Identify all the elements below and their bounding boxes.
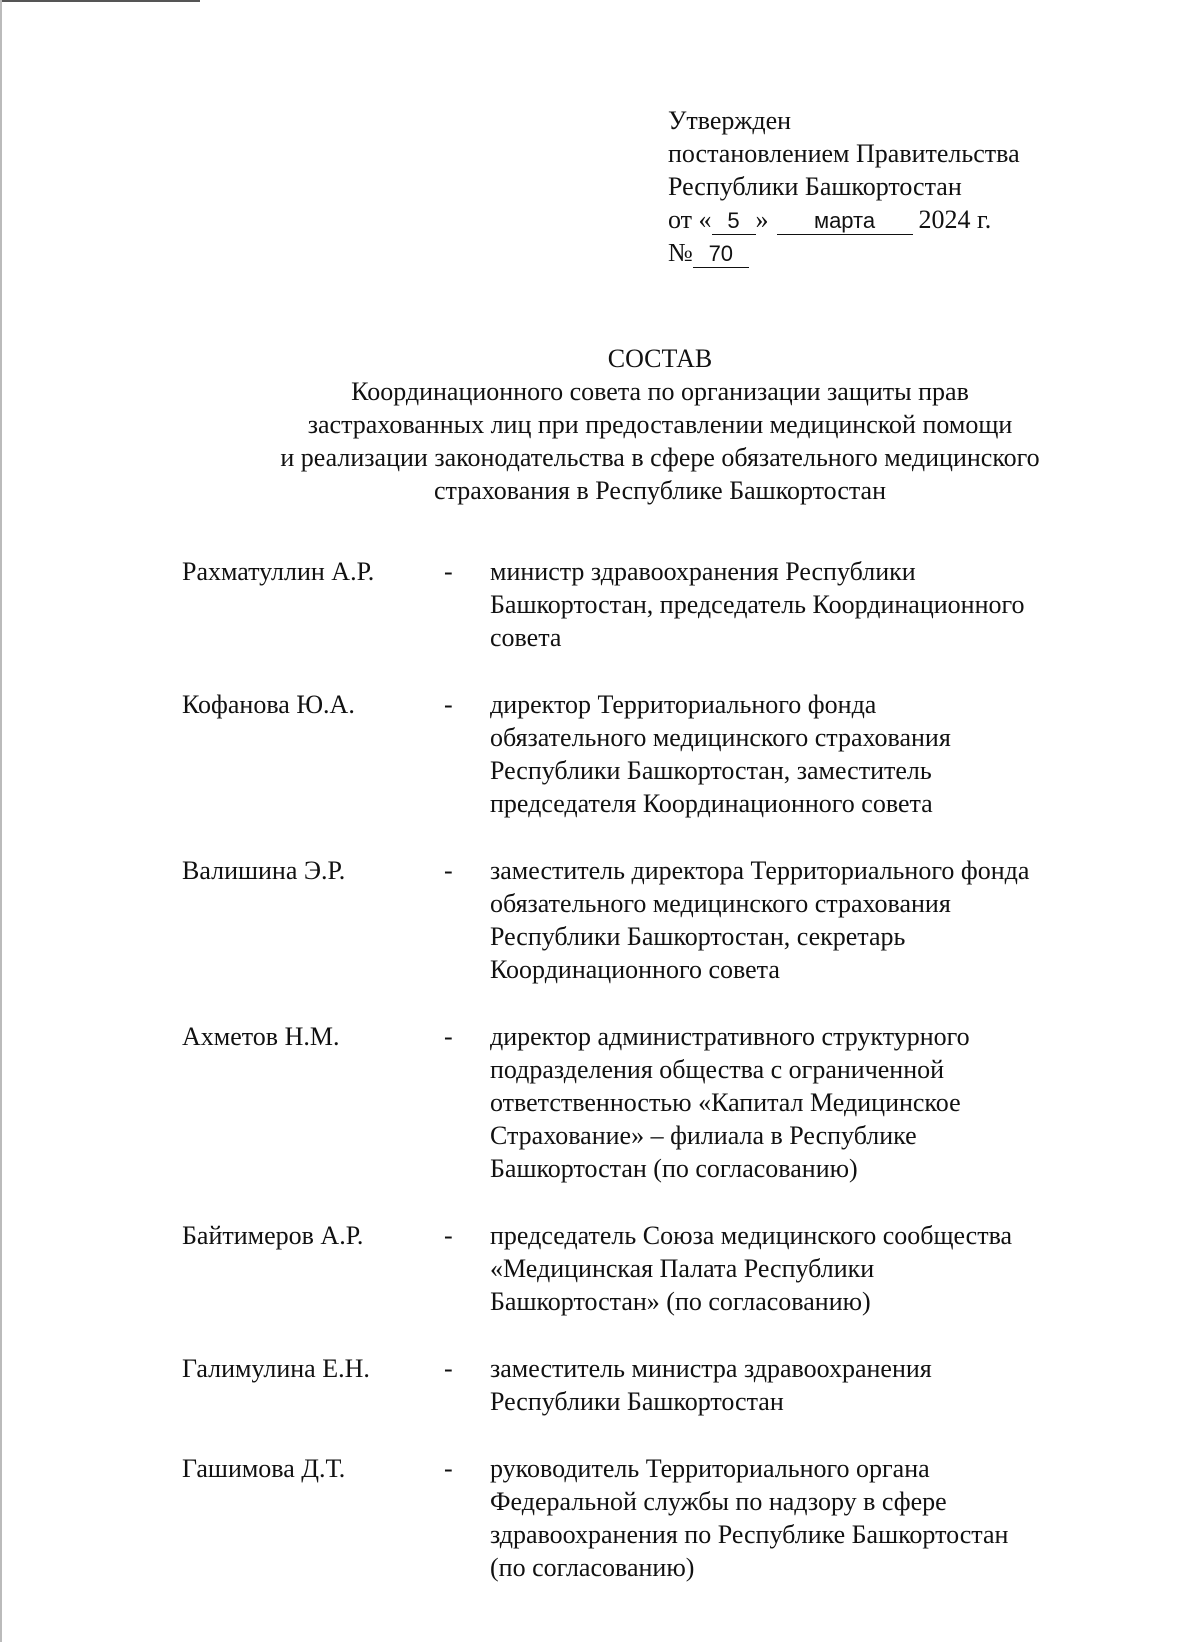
number-value: 70 xyxy=(693,241,749,268)
heading-line-2: застрахованных лиц при предоставлении медицинской помощи xyxy=(307,410,1013,439)
member-description: руководитель Территориального органа Федеральной службы по надзору в сфере здравоохранения по Республике Башкортостан (по согласованию) xyxy=(490,1454,1009,1582)
approval-block xyxy=(668,104,1128,269)
approval-date xyxy=(668,203,1128,236)
member-row xyxy=(182,854,1142,986)
member-description: заместитель министра здравоохранения Республики Башкортостан xyxy=(490,1354,932,1416)
member-row xyxy=(182,688,1142,820)
heading-line-3: и реализации законодательства в сфере обязательного медицинского xyxy=(280,443,1040,472)
member-name: Галимулина Е.Н. xyxy=(182,1354,370,1383)
approval-number xyxy=(668,236,1128,269)
date-month: марта xyxy=(777,208,913,235)
approval-line-3: Республики Башкортостан xyxy=(668,172,962,201)
member-row xyxy=(182,1020,1142,1185)
heading-line-1: Координационного совета по организации защиты прав xyxy=(351,377,969,406)
member-name: Гашимова Д.Т. xyxy=(182,1454,346,1483)
member-name: Рахматуллин А.Р. xyxy=(182,557,375,586)
member-name: Валишина Э.Р. xyxy=(182,856,346,885)
member-description: заместитель директора Территориального фонда обязательного медицинского страхования Республики Башкортостан, секретарь Координационного совета xyxy=(490,856,1030,984)
document-title: СОСТАВ xyxy=(607,344,713,373)
member-row xyxy=(182,1352,1142,1418)
member-description: директор административного структурного подразделения общества с ограниченной ответственностью «Капитал Медицинское Страхование» – филиала в Республике Башкортостан (по согласованию) xyxy=(490,1022,970,1183)
member-name: Ахметов Н.М. xyxy=(182,1022,340,1051)
member-row xyxy=(182,555,1142,654)
date-prefix: от « xyxy=(668,205,712,234)
approval-line-2: постановлением Правительства xyxy=(668,139,1020,168)
member-name: Байтимеров А.Р. xyxy=(182,1221,364,1250)
member-dash: - xyxy=(444,690,453,719)
member-dash: - xyxy=(444,557,453,586)
number-prefix: № xyxy=(668,238,693,267)
scan-edge-left xyxy=(0,0,2,1642)
member-description: председатель Союза медицинского сообщества «Медицинская Палата Республики Башкортостан» (по согласованию) xyxy=(490,1221,1013,1316)
date-year: 2024 г. xyxy=(918,205,992,234)
member-dash: - xyxy=(444,1022,453,1051)
document-heading xyxy=(0,342,1200,507)
date-mid: » xyxy=(755,205,769,234)
member-description: министр здравоохранения Республики Башкортостан, председатель Координационного совета xyxy=(490,557,1025,652)
scan-edge-top xyxy=(0,0,200,2)
member-name: Кофанова Ю.А. xyxy=(182,690,355,719)
member-dash: - xyxy=(444,1454,453,1483)
member-description: директор Территориального фонда обязательного медицинского страхования Республики Башкортостан, заместитель председателя Координационного совета xyxy=(490,690,951,818)
members-list xyxy=(182,555,1142,1618)
approval-line-1: Утвержден xyxy=(668,106,792,135)
member-row xyxy=(182,1452,1142,1584)
member-dash: - xyxy=(444,1221,453,1250)
date-day: 5 xyxy=(712,208,756,235)
member-row xyxy=(182,1219,1142,1318)
member-dash: - xyxy=(444,1354,453,1383)
member-dash: - xyxy=(444,856,453,885)
heading-line-4: страхования в Республике Башкортостан xyxy=(433,476,887,505)
